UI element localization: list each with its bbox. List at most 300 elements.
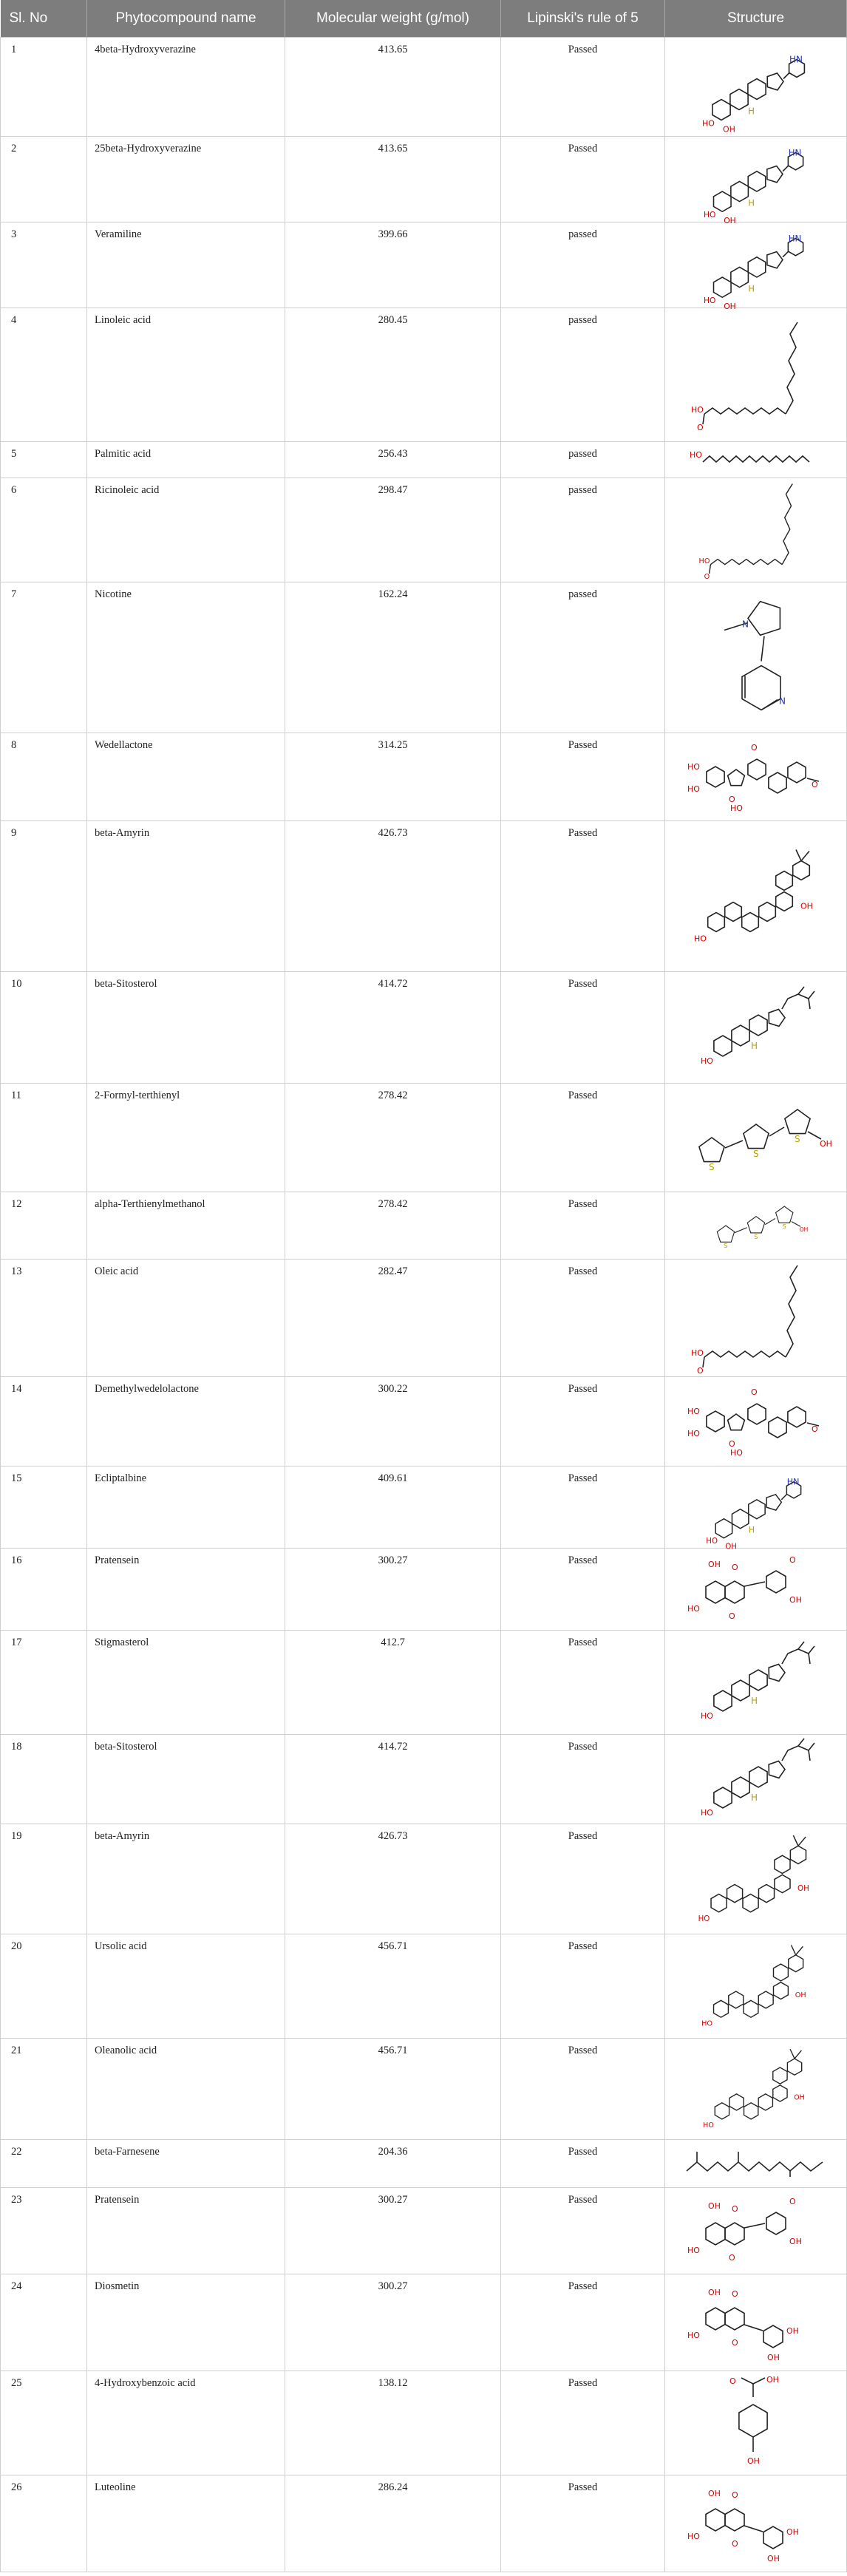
chemical-bond	[724, 903, 741, 922]
sl-no-cell: 13	[1, 1260, 87, 1377]
atom-label: OH	[766, 2353, 780, 2362]
structure-cell	[665, 1192, 847, 1260]
structure-cell	[665, 2188, 847, 2274]
atom-label: OH	[797, 1883, 809, 1893]
chemical-bond	[725, 2223, 744, 2245]
compound-name-cell: beta-Farnesene	[87, 2140, 285, 2188]
table-row	[1, 137, 847, 222]
molecular-weight-cell: 256.43	[285, 442, 501, 478]
chemical-bond	[808, 1132, 821, 1139]
molecular-weight-cell: 399.66	[285, 222, 501, 308]
chemical-bond	[709, 565, 710, 574]
molecular-weight-cell: 162.24	[285, 582, 501, 733]
lipinski-result-cell: Passed	[501, 1192, 665, 1260]
molecular-weight-cell: 278.42	[285, 1084, 501, 1192]
molecular-weight-cell: 456.71	[285, 1934, 501, 2039]
chemical-bond	[782, 1642, 804, 1664]
chemical-bond	[731, 1777, 749, 1798]
chemical-bond	[738, 2405, 766, 2437]
atom-label: HO	[702, 2121, 714, 2130]
chemical-bond	[747, 1404, 765, 1424]
triterpene-structure	[690, 2042, 823, 2136]
chemical-bond	[747, 1217, 764, 1233]
chemical-bond	[809, 999, 810, 1009]
chemical-bond	[715, 2103, 729, 2119]
chemical-bond	[748, 257, 766, 277]
pyridine-pyrrolidine-structure	[693, 585, 819, 730]
chemical-bond	[725, 1581, 744, 1603]
chemical-bond	[774, 1855, 789, 1873]
lipinski-result-cell: Passed	[501, 733, 665, 821]
atom-label: HO	[687, 2532, 700, 2541]
atom-label: H	[747, 197, 755, 208]
header-structure: Structure	[665, 0, 847, 38]
chemical-bond	[766, 2212, 786, 2235]
lipinski-result-cell: Passed	[501, 821, 665, 972]
chemical-bond	[782, 1739, 804, 1761]
atom-label: OH	[766, 2554, 780, 2563]
atom-label: HO	[705, 1537, 718, 1546]
chemical-bond	[735, 1228, 746, 1233]
table-row	[1, 2274, 847, 2371]
atom-label: HO	[698, 557, 710, 565]
compound-name-cell: Pratensein	[87, 1549, 285, 1631]
steroid-alkaloid-structure	[693, 1469, 819, 1552]
table-row	[1, 1192, 847, 1260]
table-row	[1, 1934, 847, 2039]
atom-label: O	[728, 1439, 735, 1449]
chemical-bond	[792, 861, 809, 880]
atom-label: HO	[701, 118, 715, 129]
table-row	[1, 2140, 847, 2188]
compound-name-cell: Luteoline	[87, 2475, 285, 2572]
structure-cell	[665, 442, 847, 478]
table-row	[1, 2188, 847, 2274]
triterpene-structure	[690, 1827, 823, 1931]
atom-label: H	[748, 1525, 755, 1535]
structure-cell	[665, 1824, 847, 1934]
sl-no-cell: 22	[1, 2140, 87, 2188]
atom-label: O	[750, 1387, 758, 1397]
sl-no-cell: 24	[1, 2274, 87, 2371]
molecular-weight-cell: 314.25	[285, 733, 501, 821]
chemical-bond	[761, 636, 764, 662]
steroid-alkaloid-structure	[693, 140, 819, 225]
structure-cell	[665, 972, 847, 1084]
molecular-weight-cell: 300.27	[285, 1549, 501, 1631]
atom-label: HO	[703, 296, 715, 306]
chemical-bond	[766, 166, 782, 183]
chemical-bond	[744, 2000, 758, 2017]
lipinski-result-cell: Passed	[501, 1934, 665, 2039]
structure-cell	[665, 1934, 847, 2039]
atom-label: O	[750, 743, 758, 752]
molecular-weight-cell: 282.47	[285, 1260, 501, 1377]
atom-label: OH	[789, 2237, 802, 2246]
atom-label: O	[696, 423, 704, 432]
sterol-structure	[693, 975, 819, 1080]
chemical-bond	[773, 1982, 788, 1999]
lipinski-result-cell: Passed	[501, 2039, 665, 2140]
atom-label: N	[741, 619, 749, 630]
lipinski-result-cell: Passed	[501, 2188, 665, 2274]
lipinski-result-cell: Passed	[501, 2274, 665, 2371]
atom-label: H	[750, 1041, 758, 1051]
chemical-bond	[749, 1767, 766, 1787]
compound-name-cell: 2-Formyl-terthienyl	[87, 1084, 285, 1192]
atom-label: S	[708, 1162, 715, 1172]
lipinski-result-cell: passed	[501, 478, 665, 582]
atom-label: HO	[687, 1429, 700, 1438]
compound-name-cell: beta-Amyrin	[87, 1824, 285, 1934]
chemical-bond	[744, 2223, 765, 2228]
atom-label: OH	[793, 2093, 805, 2102]
chemical-bond	[795, 1946, 803, 1954]
chemical-bond	[727, 1414, 744, 1430]
lipinski-result-cell: Passed	[501, 2371, 665, 2475]
atom-label: OH	[799, 1226, 808, 1234]
atom-label: HO	[687, 2246, 700, 2255]
chemical-bond	[710, 560, 782, 565]
coumestan-structure	[686, 1380, 826, 1463]
compound-name-cell: beta-Sitosterol	[87, 1735, 285, 1824]
atom-label: OH	[707, 2201, 721, 2211]
fatty-acid-structure	[690, 311, 823, 438]
chemical-bond	[768, 772, 786, 793]
structure-cell	[665, 1377, 847, 1467]
molecular-weight-cell: 414.72	[285, 1735, 501, 1824]
molecular-weight-cell: 426.73	[285, 1824, 501, 1934]
table-header-row	[1, 0, 847, 38]
chemical-bond	[728, 1991, 743, 2008]
molecular-weight-cell: 280.45	[285, 308, 501, 442]
molecular-weight-cell: 414.72	[285, 972, 501, 1084]
chemical-bond	[741, 2378, 753, 2384]
atom-label: HO	[700, 1056, 713, 1066]
chemical-bond	[725, 1141, 743, 1148]
atom-label: OH	[746, 2456, 760, 2466]
chemical-bond	[713, 1036, 731, 1056]
compound-name-cell: alpha-Terthienylmethanol	[87, 1192, 285, 1260]
sl-no-cell: 10	[1, 972, 87, 1084]
sl-no-cell: 6	[1, 478, 87, 582]
table-row	[1, 582, 847, 733]
atom-label: N	[778, 696, 786, 707]
table-row	[1, 1467, 847, 1549]
structure-cell	[665, 1467, 847, 1552]
chemical-bond	[768, 1417, 786, 1438]
chemical-bond	[773, 1964, 788, 1981]
chemical-bond	[706, 2509, 725, 2531]
chemical-bond	[763, 2325, 783, 2348]
chemical-bond	[774, 1875, 789, 1892]
chemical-bond	[782, 484, 792, 565]
molecular-weight-cell: 278.42	[285, 1192, 501, 1260]
compound-name-cell: beta-Sitosterol	[87, 972, 285, 1084]
chemical-bond	[786, 1265, 797, 1357]
compound-name-cell: Oleanolic acid	[87, 2039, 285, 2140]
compound-name-cell: Ecliptalbine	[87, 1467, 285, 1549]
chemical-bond	[747, 759, 765, 780]
header-molecular-weight: Molecular weight (g/mol)	[285, 0, 501, 38]
header-lipinski-rule: Lipinski's rule of 5	[501, 0, 665, 38]
chemical-bond	[801, 852, 809, 861]
chemical-bond	[772, 2085, 786, 2101]
structure-cell	[665, 222, 847, 311]
molecular-weight-cell: 412.7	[285, 1631, 501, 1735]
chemical-bond	[763, 2526, 783, 2549]
chemical-bond	[706, 1411, 724, 1432]
atom-label: O	[731, 2490, 738, 2500]
lipinski-result-cell: Passed	[501, 2140, 665, 2188]
chemical-bond	[729, 2094, 743, 2110]
atom-label: HO	[689, 450, 702, 460]
chemical-bond	[766, 1571, 786, 1593]
coumestan-structure	[686, 736, 826, 818]
chemical-bond	[731, 1025, 749, 1046]
sl-no-cell: 20	[1, 1934, 87, 2039]
chemical-bond	[706, 767, 724, 787]
atom-label: O	[728, 2253, 735, 2263]
chemical-bond	[766, 252, 782, 268]
molecular-weight-cell: 413.65	[285, 38, 501, 137]
table-row	[1, 2039, 847, 2140]
structure-cell	[665, 137, 847, 225]
sl-no-cell: 12	[1, 1192, 87, 1260]
structure-cell	[665, 38, 847, 137]
chemical-bond	[787, 2059, 801, 2075]
chemical-bond	[727, 769, 744, 786]
chemical-bond	[707, 913, 724, 932]
chemical-bond	[713, 277, 731, 297]
chemical-bond	[791, 1945, 795, 1955]
structure-cell	[665, 1549, 847, 1631]
atom-label: O	[728, 795, 735, 804]
atom-label: HO	[693, 934, 707, 944]
table-row	[1, 733, 847, 821]
table-row	[1, 972, 847, 1084]
chemical-bond	[742, 1894, 758, 1912]
atom-label: OH	[724, 1543, 737, 1552]
atom-label: OH	[723, 301, 736, 311]
chemical-bond	[715, 1519, 732, 1538]
chemical-bond	[743, 1124, 768, 1149]
chemical-bond	[772, 2067, 786, 2084]
atom-label: HO	[687, 1407, 700, 1416]
molecular-weight-cell: 426.73	[285, 821, 501, 972]
structure-cell	[665, 2039, 847, 2140]
atom-label: HO	[687, 1604, 700, 1614]
chemical-bond	[729, 89, 747, 110]
header-sl-no: Sl. No	[1, 0, 87, 38]
sl-no-cell: 8	[1, 733, 87, 821]
triterpene-structure	[690, 1937, 823, 2035]
chemical-bond	[731, 1680, 749, 1701]
terpene-chain-structure	[682, 2143, 830, 2184]
molecular-weight-cell: 286.24	[285, 2475, 501, 2572]
molecular-weight-cell: 204.36	[285, 2140, 501, 2188]
chemical-bond	[748, 602, 780, 636]
atom-label: H	[747, 106, 755, 117]
molecular-weight-cell: 300.27	[285, 2188, 501, 2274]
atom-label: O	[696, 1366, 704, 1376]
lipinski-result-cell: passed	[501, 308, 665, 442]
chemical-bond	[713, 191, 731, 211]
chemical-bond	[730, 267, 748, 287]
chemical-bond	[730, 181, 748, 201]
atom-label: O	[789, 1555, 796, 1565]
lipinski-result-cell: Passed	[501, 137, 665, 222]
table-row	[1, 2475, 847, 2572]
table-row	[1, 222, 847, 308]
sl-no-cell: 1	[1, 38, 87, 137]
sl-no-cell: 17	[1, 1631, 87, 1735]
table-row	[1, 1549, 847, 1631]
fatty-acid-structure	[690, 445, 823, 475]
atom-label: HO	[701, 2019, 712, 2028]
chemical-bond	[749, 1015, 766, 1036]
atom-label: O	[811, 1424, 818, 1434]
chemical-bond	[786, 322, 797, 414]
molecular-weight-cell: 300.27	[285, 2274, 501, 2371]
lipinski-result-cell: Passed	[501, 972, 665, 1084]
table-row	[1, 1824, 847, 1934]
atom-label: S	[794, 1134, 800, 1144]
compound-name-cell: Palmitic acid	[87, 442, 285, 478]
lipinski-result-cell: Passed	[501, 1631, 665, 1735]
chemical-bond	[809, 1750, 810, 1761]
lipinski-result-cell: Passed	[501, 1260, 665, 1377]
chemical-bond	[744, 2526, 763, 2532]
structure-cell	[665, 582, 847, 733]
steroid-alkaloid-structure	[693, 41, 819, 133]
chemical-bond	[798, 1743, 814, 1750]
lipinski-result-cell: Passed	[501, 1467, 665, 1549]
chemical-bond	[782, 251, 788, 257]
molecular-weight-cell: 300.22	[285, 1377, 501, 1467]
compound-name-cell: Ursolic acid	[87, 1934, 285, 2039]
lipinski-result-cell: passed	[501, 442, 665, 478]
chemical-bond	[775, 892, 792, 911]
chemical-bond	[769, 1665, 785, 1682]
atom-label: OH	[800, 901, 813, 911]
table-row	[1, 1260, 847, 1377]
chemical-bond	[704, 1351, 786, 1357]
chemical-bond	[790, 2049, 795, 2059]
structure-cell	[665, 2140, 847, 2188]
atom-label: OH	[766, 2375, 779, 2385]
compound-name-cell: Demethylwedelolactone	[87, 1377, 285, 1467]
compound-name-cell: Oleic acid	[87, 1260, 285, 1377]
atom-label: O	[811, 780, 818, 789]
chemical-bond	[766, 1495, 781, 1510]
chemical-bond	[758, 1884, 774, 1902]
compound-name-cell: Nicotine	[87, 582, 285, 733]
chemical-bond	[793, 1835, 798, 1846]
chemical-bond	[727, 1884, 742, 1902]
atom-label: OH	[819, 1139, 832, 1149]
sl-no-cell: 23	[1, 2188, 87, 2274]
chemical-bond	[787, 762, 805, 783]
sl-no-cell: 3	[1, 222, 87, 308]
atom-label: HN	[786, 1477, 799, 1487]
isoflavone-structure	[686, 1552, 826, 1627]
chemical-bond	[749, 1670, 766, 1690]
chemical-bond	[706, 2308, 725, 2330]
atom-label: S	[723, 1242, 727, 1250]
fatty-acid-structure	[690, 1262, 823, 1376]
chemical-bond	[713, 1787, 731, 1808]
atom-label: OH	[707, 2288, 721, 2297]
chemical-bond	[775, 1206, 792, 1223]
chemical-bond	[758, 903, 775, 922]
chemical-bond	[809, 1654, 810, 1664]
chemical-bond	[713, 2000, 728, 2017]
chemical-bond	[781, 1494, 786, 1499]
lipinski-result-cell: Passed	[501, 1549, 665, 1631]
atom-label: O	[731, 2338, 738, 2348]
atom-label: OH	[789, 1595, 802, 1605]
lipinski-result-cell: Passed	[501, 38, 665, 137]
atom-label: HO	[698, 1914, 710, 1923]
atom-label: HO	[729, 1448, 743, 1458]
chemical-bond	[783, 73, 789, 79]
atom-label: O	[731, 2289, 738, 2299]
sl-no-cell: 5	[1, 442, 87, 478]
sl-no-cell: 15	[1, 1467, 87, 1549]
atom-label: HO	[700, 1711, 713, 1721]
atom-label: HO	[687, 784, 700, 794]
table-row	[1, 1377, 847, 1467]
molecular-weight-cell: 298.47	[285, 478, 501, 582]
chemical-bond	[769, 1761, 785, 1778]
atom-label: O	[731, 2204, 738, 2214]
chemical-bond	[713, 1690, 731, 1711]
chemical-bond	[758, 1991, 773, 2008]
atom-label: O	[729, 2376, 736, 2386]
atom-label: H	[750, 1792, 758, 1803]
chemical-bond	[742, 666, 780, 710]
molecular-weight-cell: 138.12	[285, 2371, 501, 2475]
atom-label: HO	[687, 762, 700, 772]
lipinski-result-cell: passed	[501, 222, 665, 308]
chemical-bond	[784, 1109, 809, 1134]
atom-label: HO	[703, 210, 715, 220]
structure-cell	[665, 478, 847, 582]
lipinski-result-cell: Passed	[501, 1377, 665, 1467]
compound-name-cell: Veramiline	[87, 222, 285, 308]
atom-label: HO	[690, 405, 704, 415]
atom-label: HN	[788, 233, 801, 244]
chemical-bond	[744, 2103, 758, 2119]
sl-no-cell: 11	[1, 1084, 87, 1192]
structure-cell	[665, 1631, 847, 1735]
atom-label: S	[752, 1149, 759, 1159]
structure-cell	[665, 1735, 847, 1824]
chemical-bond	[717, 1226, 734, 1242]
atom-label: OH	[786, 2326, 799, 2336]
compound-name-cell: 4-Hydroxybenzoic acid	[87, 2371, 285, 2475]
atom-label: OH	[707, 2489, 721, 2498]
chemical-bond	[725, 2308, 744, 2330]
atom-label: OH	[786, 2527, 799, 2537]
atom-label: OH	[707, 1560, 721, 1569]
chemical-bond	[797, 1837, 805, 1846]
chemical-bond	[791, 1222, 800, 1227]
structure-cell	[665, 733, 847, 821]
chemical-bond	[761, 700, 778, 710]
flavone-structure	[686, 2478, 826, 2569]
